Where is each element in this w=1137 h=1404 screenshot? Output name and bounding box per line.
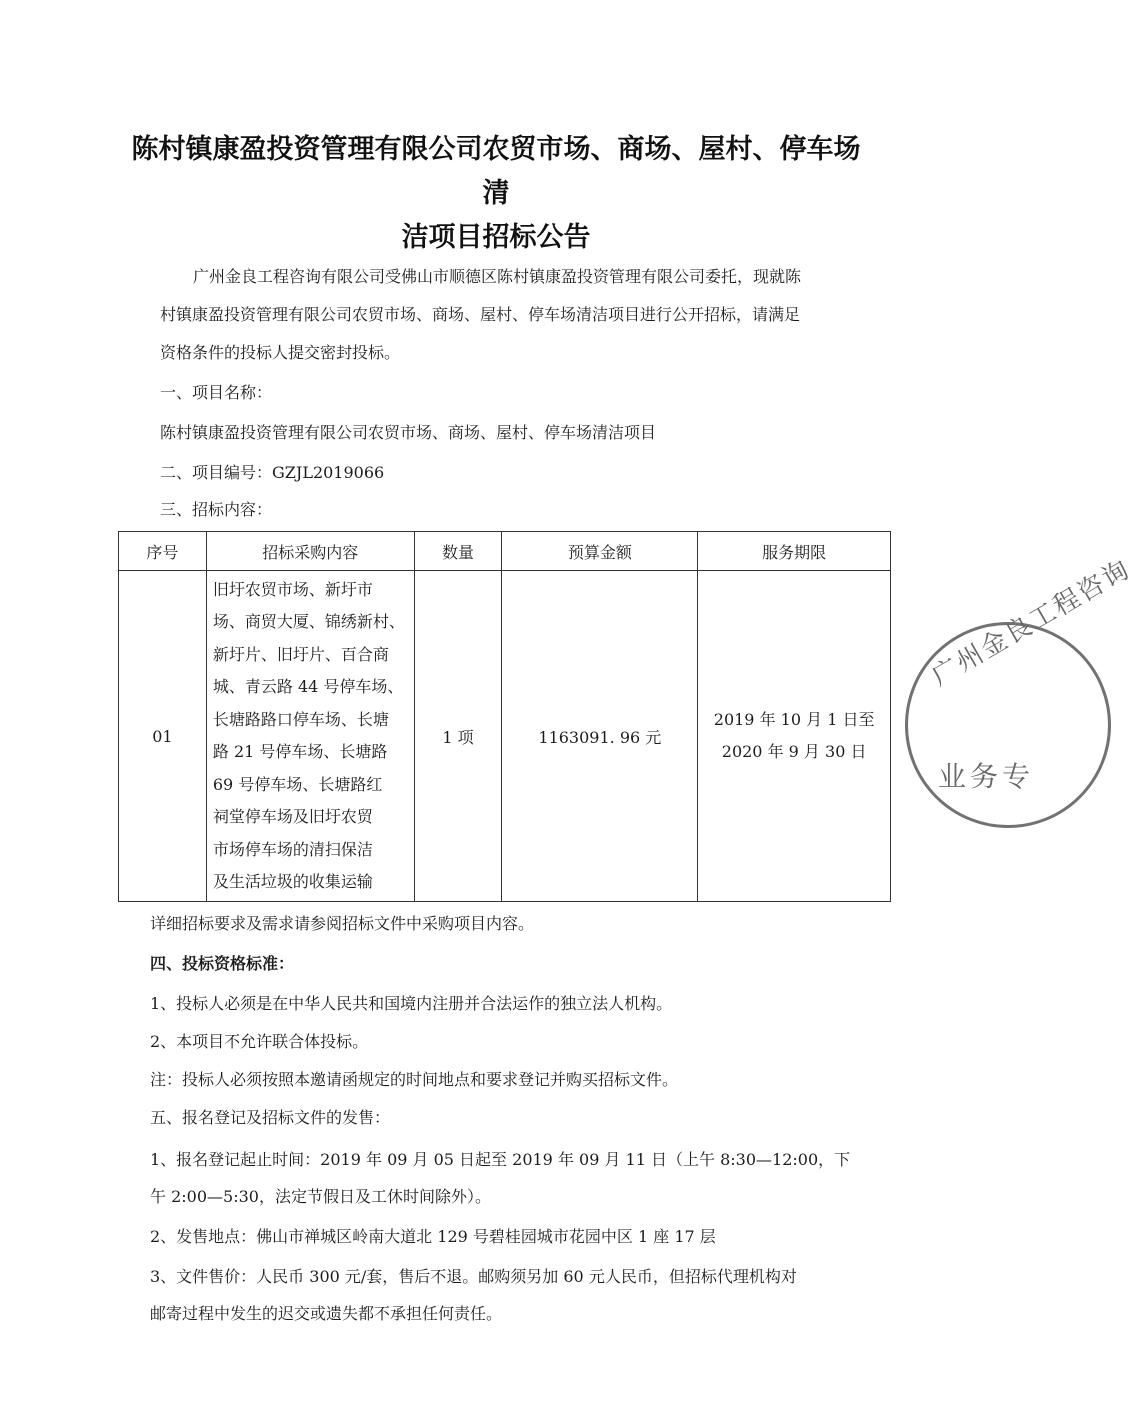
table-header-row — [119, 532, 891, 571]
cell-period — [698, 571, 891, 902]
title-line-2: 洁项目招标公告 — [401, 222, 591, 253]
section5-heading: 五、报名登记及招标文件的发售： — [150, 1108, 391, 1127]
document-title — [120, 128, 872, 260]
cell-no: 01 — [119, 571, 207, 902]
intro-line-1: 广州金良工程咨询有限公司受佛山市顺德区陈村镇康盈投资管理有限公司委托，现就陈 — [193, 267, 802, 286]
price-line-1: 3、文件售价：人民币 300 元/套，售后不退。邮购须另加 60 元人民币，但招标代理机构对 — [150, 1267, 797, 1286]
cell-content — [206, 571, 414, 902]
table-row — [119, 571, 891, 902]
header-period: 服务期限 — [698, 532, 891, 571]
cell-qty: 1 项 — [414, 571, 502, 902]
header-qty: 数量 — [414, 532, 502, 571]
cell-budget: 1163091. 96 元 — [502, 571, 698, 902]
header-no: 序号 — [119, 532, 207, 571]
header-content: 招标采购内容 — [206, 532, 414, 571]
requirement-2: 2、本项目不允许联合体投标。 — [150, 1032, 369, 1051]
period-line-1: 2019 年 10 月 1 日至 — [713, 710, 875, 729]
note: 注：投标人必须按照本邀请函规定的时间地点和要求登记并购买招标文件。 — [150, 1070, 679, 1089]
title-line-1: 陈村镇康盈投资管理有限公司农贸市场、商场、屋村、停车场清 — [131, 134, 861, 209]
seal-bottom-text: 业务专 — [938, 760, 1035, 793]
intro-line-2: 村镇康盈投资管理有限公司农贸市场、商场、屋村、停车场清洁项目进行公开招标，请满足 — [160, 305, 801, 324]
section4-heading: 四、投标资格标准： — [150, 954, 295, 973]
content-line: 旧圩农贸市场、新圩市 — [212, 579, 373, 599]
content-line: 城、青云路 44 号停车场、 — [212, 677, 404, 696]
seal-top-text: 广州金良工程咨询 — [927, 554, 1137, 693]
intro-line-3: 资格条件的投标人提交密封投标。 — [160, 343, 401, 362]
registration-time-line-2: 午 2:00—5:30，法定节假日及工休时间除外）。 — [150, 1187, 491, 1206]
content-line: 场、商贸大厦、锦绣新村、 — [212, 612, 405, 631]
price-line-2: 邮寄过程中发生的迟交或遗失都不承担任何责任。 — [150, 1304, 503, 1323]
header-budget: 预算金额 — [502, 532, 698, 571]
section2-heading: 二、项目编号：GZJL2019066 — [160, 463, 385, 482]
content-line: 路 21 号停车场、长塘路 — [212, 742, 388, 761]
content-line: 新圩片、旧圩片、百合商 — [212, 644, 389, 664]
content-line: 及生活垃圾的收集运输 — [212, 872, 373, 891]
content-line: 市场停车场的清扫保洁 — [212, 839, 373, 859]
content-line: 长塘路路口停车场、长塘 — [212, 709, 389, 729]
registration-time-line-1: 1、报名登记起止时间：2019 年 09 月 05 日起至 2019 年 09 月 11 日（上午 8:30—12:00，下 — [150, 1150, 851, 1169]
table-note: 详细招标要求及需求请参阅招标文件中采购项目内容。 — [150, 914, 535, 933]
requirement-1: 1、投标人必须是在中华人民共和国境内注册并合法运作的独立法人机构。 — [150, 994, 673, 1013]
bid-content-table — [118, 531, 891, 902]
section3-heading: 三、招标内容： — [160, 500, 273, 519]
content-line: 祠堂停车场及旧圩农贸 — [212, 807, 373, 826]
project-name: 陈村镇康盈投资管理有限公司农贸市场、商场、屋村、停车场清洁项目 — [160, 423, 657, 442]
sale-place: 2、发售地点：佛山市禅城区岭南大道北 129 号碧桂园城市花园中区 1 座 17 层 — [150, 1227, 716, 1246]
period-line-2: 2020 年 9 月 30 日 — [721, 742, 867, 761]
company-seal — [905, 554, 1137, 828]
section1-heading: 一、项目名称： — [160, 383, 273, 402]
content-line: 69 号停车场、长塘路红 — [212, 774, 383, 794]
